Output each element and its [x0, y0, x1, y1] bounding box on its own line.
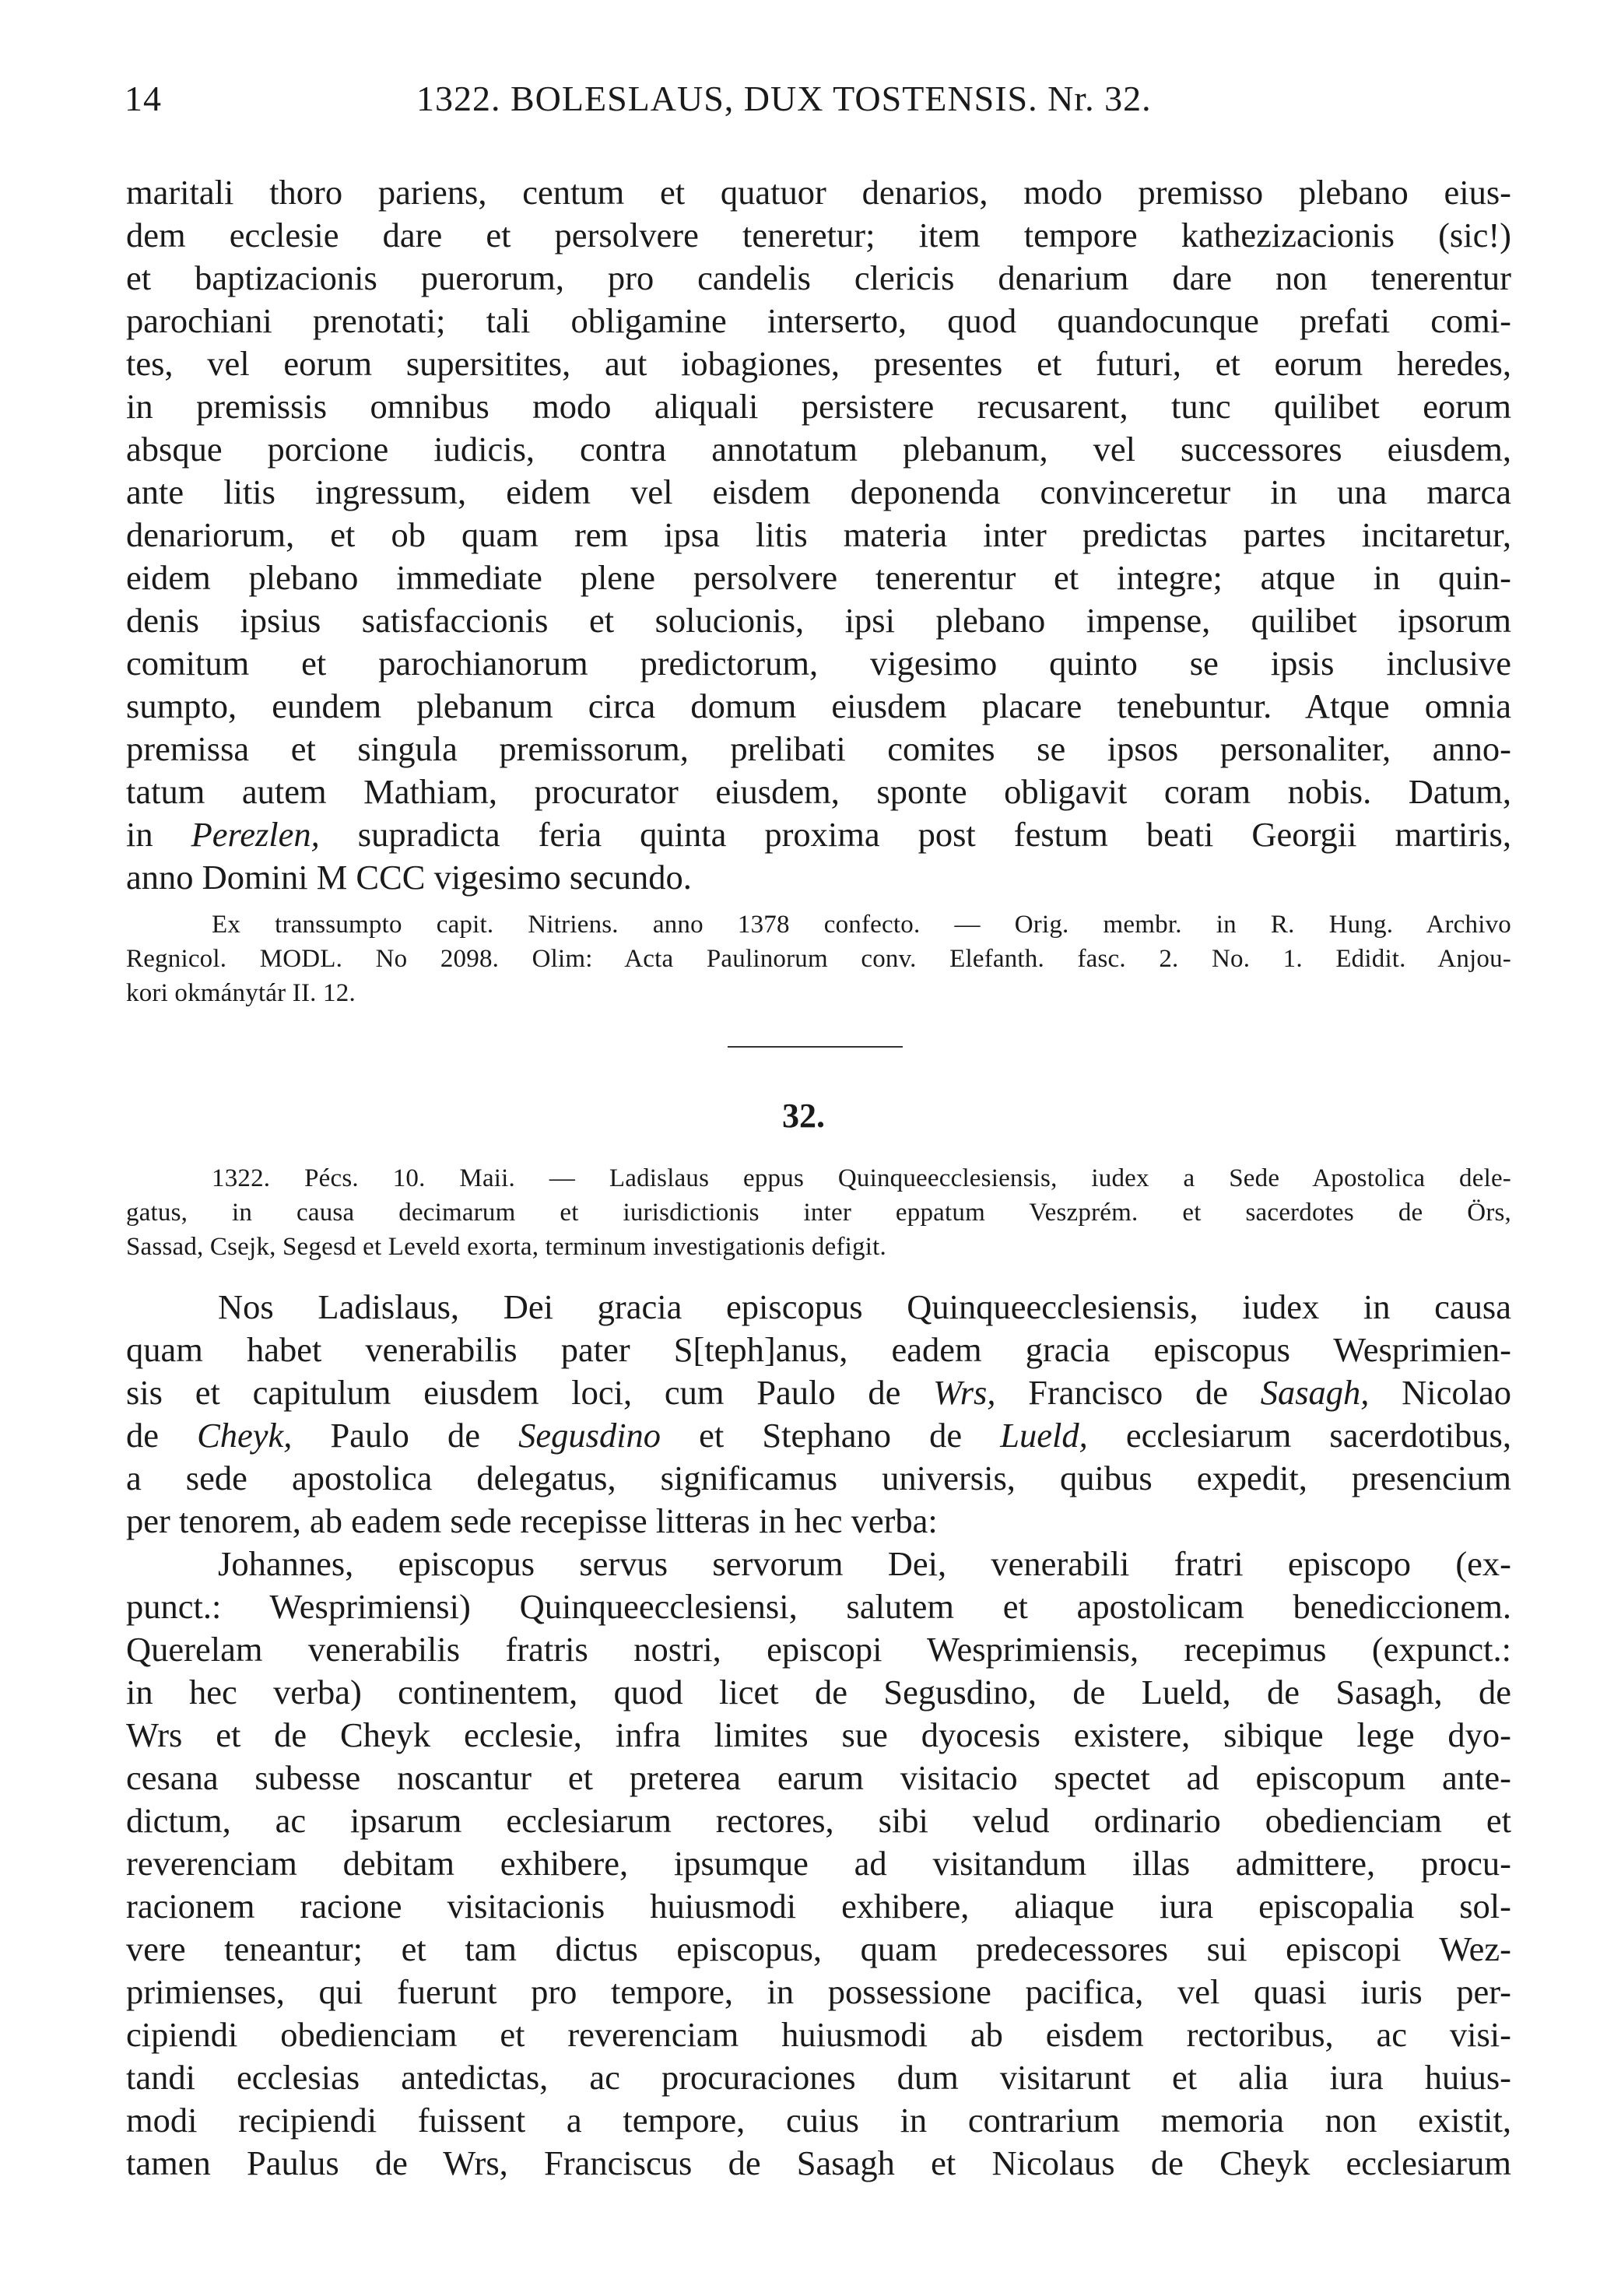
text-line: dictum, ac ipsarum ecclesiarum rectores, sibi velud ordinario obedienciam et	[126, 1801, 1511, 1840]
text-line: cesana subesse noscantur et preterea earum visitacio spectet ad episcopum ante-	[126, 1758, 1511, 1797]
text-line: ante litis ingressum, eidem vel eisdem deponenda convinceretur in una marca	[126, 472, 1511, 511]
text-line: a sede apostolica delegatus, significamus universis, quibus expedit, presencium	[126, 1459, 1511, 1497]
regest	[126, 1161, 1511, 1264]
text-fragment: Paulo de	[292, 1416, 519, 1455]
text-line: cipiendi obedienciam et reverenciam huiusmodi ab eisdem rectoribus, ac visi-	[126, 2015, 1511, 2054]
text-fragment: et Stephano de	[661, 1416, 1001, 1455]
text-line: tatum autem Mathiam, procurator eiusdem, sponte obligavit coram nobis. Datum,	[126, 772, 1511, 811]
text-line: parochiani prenotati; tali obligamine interserto, quod quandocunque prefati comi-	[126, 301, 1511, 340]
text-fragment: Nicolao	[1369, 1373, 1511, 1412]
text-line: reverenciam debitam exhibere, ipsumque ad visitandum illas admittere, procu-	[126, 1844, 1511, 1883]
text-line: sumpto, eundem plebanum circa domum eiusdem placare tenebuntur. Atque omnia	[126, 686, 1511, 725]
text-line: in premissis omnibus modo aliquali persistere recusarent, tunc quilibet eorum	[126, 387, 1511, 426]
note-line: Regnicol. MODL. No 2098. Olim: Acta Paulinorum conv. Elefanth. fasc. 2. No. 1. Edidit. Anjou-	[126, 945, 1511, 973]
regest-line: 1322. Pécs. 10. Maii. — Ladislaus eppus Quinqueecclesiensis, iudex a Sede Apostolica dele-	[212, 1164, 1511, 1192]
text-line: quam habet venerabilis pater S[teph]anus, eadem gracia episcopus Wesprimien-	[126, 1330, 1511, 1369]
text-fragment: de	[126, 1416, 198, 1455]
section-divider	[728, 1046, 903, 1048]
page-number: 14	[125, 79, 162, 118]
text-line: et baptizacionis puerorum, pro candelis clericis denarium dare non tenerentur	[126, 258, 1511, 297]
text-line: per tenorem, ab eadem sede recepisse litteras in hec verba:	[126, 1501, 938, 1540]
place-name: Cheyk,	[197, 1416, 293, 1455]
text-line: tes, vel eorum supersitites, aut iobagiones, presentes et futuri, et eorum heredes,	[126, 344, 1511, 383]
text-line: tandi ecclesias antedictas, ac procuraciones dum visitarunt et alia iura huius-	[126, 2058, 1511, 2097]
text-line: premissa et singula premissorum, prelibati comites se ipsos personaliter, anno-	[126, 729, 1511, 768]
place-name: Segusdino	[518, 1416, 661, 1455]
note-line: Ex transsumpto capit. Nitriens. anno 1378 confecto. — Orig. membr. in R. Hung. Archivo	[212, 911, 1511, 939]
text-line: vere teneantur; et tam dictus episcopus, quam predecessores sui episcopi Wez-	[126, 1929, 1511, 1968]
text-line	[126, 1371, 1511, 1414]
text-line: comitum et parochianorum predictorum, vigesimo quinto se ipsis inclusive	[126, 644, 1511, 683]
text-line	[126, 813, 1511, 856]
place-name: Wrs,	[933, 1373, 996, 1412]
text-line: denariorum, et ob quam rem ipsa litis materia inter predictas partes incitaretur,	[126, 515, 1511, 554]
text-line: Wrs et de Cheyk ecclesie, infra limites sue dyocesis existere, sibique lege dyo-	[126, 1715, 1511, 1754]
text-line: Johannes, episcopus servus servorum Dei, venerabili fratri episcopo (ex-	[218, 1544, 1511, 1583]
text-fragment: ecclesiarum sacerdotibus,	[1087, 1416, 1511, 1455]
document-text	[126, 1286, 1511, 2185]
text-line: modi recipiendi fuissent a tempore, cuius in contrarium memoria non existit,	[126, 2101, 1511, 2140]
regest-line: gatus, in causa decimarum et iurisdictionis inter eppatum Veszprém. et sacerdotes de Örs,	[126, 1199, 1511, 1227]
document-number: 32.	[782, 1097, 825, 1135]
previous-document-text	[126, 171, 1511, 899]
text-line: primienses, qui fuerunt pro tempore, in possessione pacifica, vel quasi iuris per-	[126, 1972, 1511, 2011]
regest-line: Sassad, Csejk, Segesd et Leveld exorta, terminum investigationis defigit.	[126, 1233, 886, 1261]
text-fragment: Francisco de	[995, 1373, 1261, 1412]
text-line: racionem racione visitacionis huiusmodi exhibere, aliaque iura episcopalia sol-	[126, 1887, 1511, 1926]
source-note	[126, 908, 1511, 1010]
place-name: Sasagh,	[1260, 1373, 1370, 1412]
place-name: Lueld,	[1000, 1416, 1088, 1455]
place-name: Perezlen,	[191, 815, 320, 854]
note-line: kori okmánytár II. 12.	[126, 979, 356, 1007]
text-line: absque porcione iudicis, contra annotatum plebanum, vel successores eiusdem,	[126, 430, 1511, 469]
running-title: 1322. BOLESLAUS, DUX TOSTENSIS. Nr. 32.	[416, 79, 1152, 118]
text-line: anno Domini M CCC vigesimo secundo.	[126, 858, 692, 897]
text-line: maritali thoro pariens, centum et quatuor denarios, modo premisso plebano eius-	[126, 173, 1511, 212]
text-line: eidem plebano immediate plene persolvere tenerentur et integre; atque in quin-	[126, 558, 1511, 597]
text-line: punct.: Wesprimiensi) Quinqueecclesiensi, salutem et apostolicam benediccionem.	[126, 1587, 1511, 1626]
text-line: in hec verba) continentem, quod licet de Segusdino, de Lueld, de Sasagh, de	[126, 1673, 1511, 1711]
text-line	[126, 1414, 1511, 1457]
text-fragment: in	[126, 815, 191, 854]
text-line: tamen Paulus de Wrs, Franciscus de Sasagh et Nicolaus de Cheyk ecclesiarum	[126, 2143, 1511, 2182]
text-fragment: supradicta feria quinta proxima post festum beati Georgii martiris,	[319, 815, 1511, 854]
text-line: dem ecclesie dare et persolvere teneretur; item tempore kathezizacionis (sic!)	[126, 216, 1511, 255]
text-fragment: sis et capitulum eiusdem loci, cum Paulo de	[126, 1373, 934, 1412]
text-line: Querelam venerabilis fratris nostri, episcopi Wesprimiensis, recepimus (expunct.:	[126, 1630, 1511, 1669]
text-line: Nos Ladislaus, Dei gracia episcopus Quinqueecclesiensis, iudex in causa	[218, 1287, 1511, 1326]
text-line: denis ipsius satisfaccionis et solucionis, ipsi plebano impense, quilibet ipsorum	[126, 601, 1511, 640]
